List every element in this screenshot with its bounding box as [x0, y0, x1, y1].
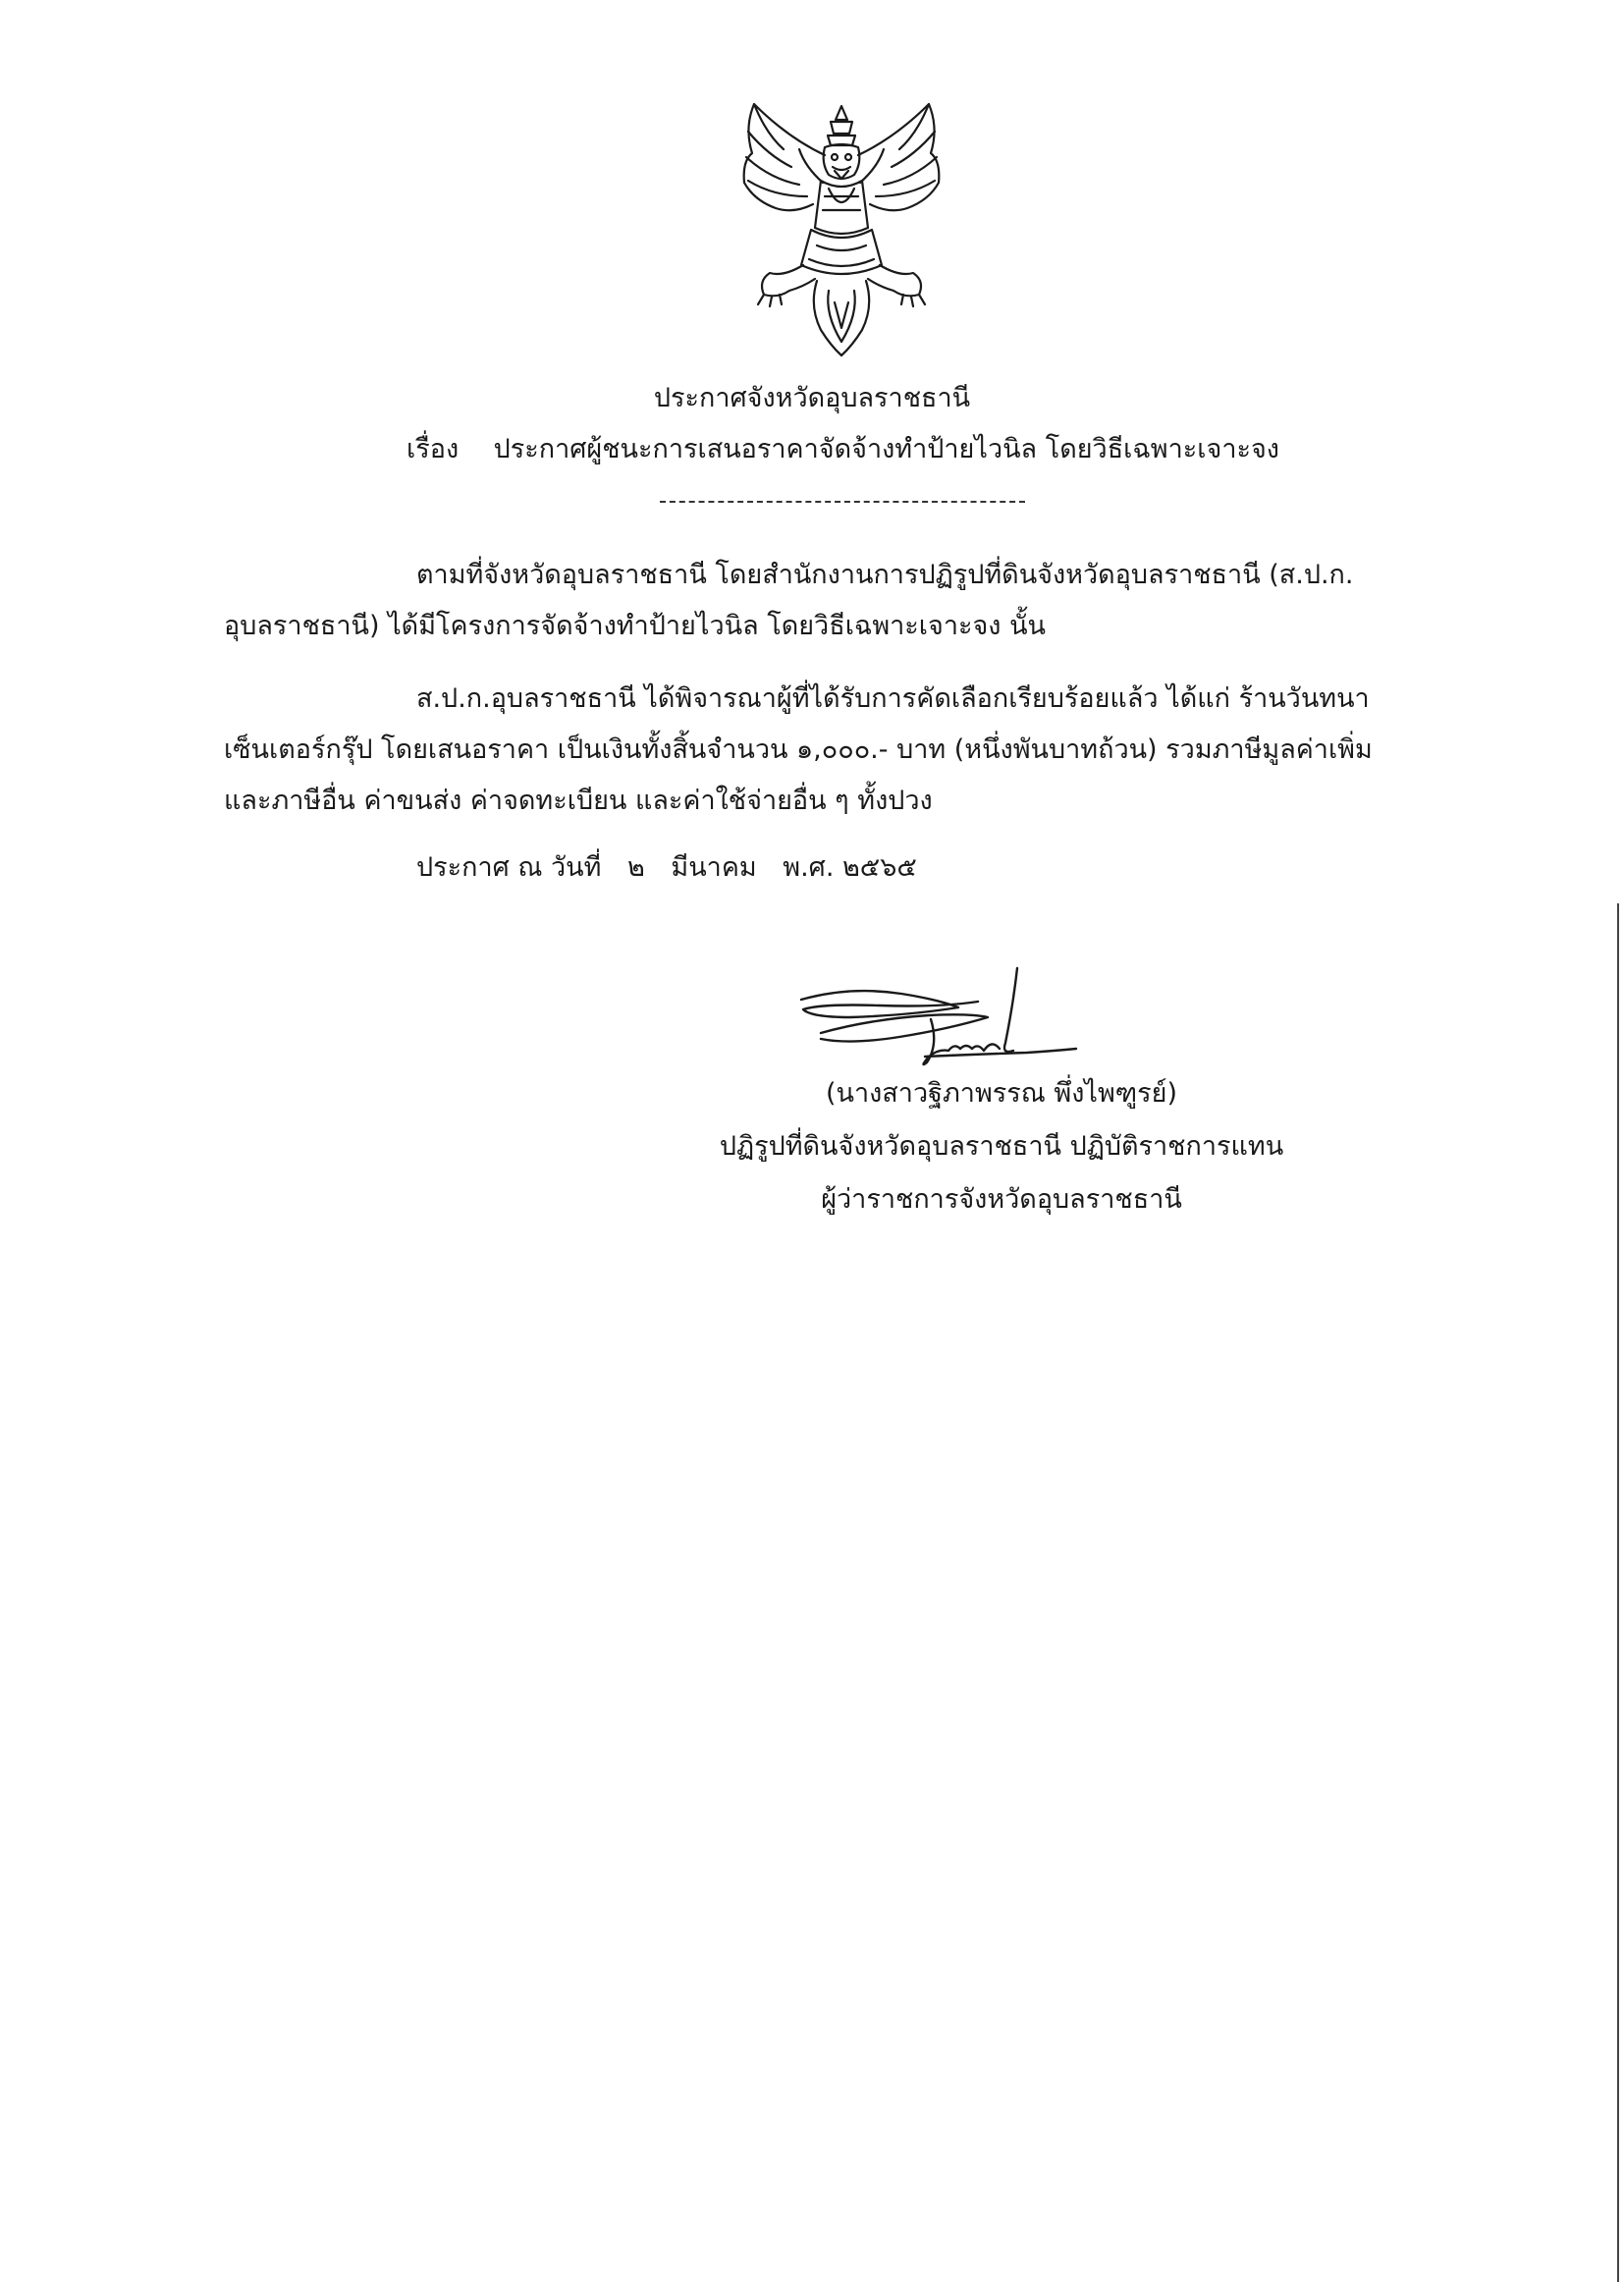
paragraph-line: และภาษีอื่น ค่าขนส่ง ค่าจดทะเบียน และค่าใช้จ่ายอื่น ๆ ทั้งปวง [224, 786, 933, 816]
subject-text: ประกาศผู้ชนะการเสนอราคาจัดจ้างทำป้ายไวนิล โดยวิธีเฉพาะเจาะจง [493, 434, 1279, 464]
divider [660, 501, 1025, 503]
announcement-title: ประกาศจังหวัดอุบลราชธานี [653, 383, 971, 413]
signatory-position: ปฏิรูปที่ดินจังหวัดอุบลราชธานี ปฏิบัติราชการแทน [719, 1131, 1284, 1162]
date-prefix: ประกาศ ณ วันที่ [416, 852, 602, 883]
signatory-name: (นางสาวฐิภาพรรณ พึ่งไพฑูรย์) [825, 1078, 1178, 1109]
paragraph-line: เซ็นเตอร์กรุ๊ป โดยเสนอราคา เป็นเงินทั้งสิ้นจำนวน ๑,๐๐๐.- บาท (หนึ่งพันบาทถ้วน) รวมภาษีมูลค่าเพิ่ม [224, 734, 1373, 765]
paragraph-line: ส.ป.ก.อุบลราชธานี ได้พิจารณาผู้ที่ได้รับการคัดเลือกเรียบร้อยแล้ว ได้แก่ ร้านวันทนา [416, 683, 1370, 714]
subject-label: เรื่อง [406, 434, 460, 464]
garuda-emblem-icon [719, 98, 964, 363]
paragraph-line: อุบลราชธานี) ได้มีโครงการจัดจ้างทำป้ายไวนิล โดยวิธีเฉพาะเจาะจง นั้น [224, 611, 1046, 641]
paragraph-winner [224, 674, 1461, 827]
date-month: มีนาคม [671, 852, 757, 883]
announcement-date [416, 850, 935, 886]
signature-image [791, 960, 1086, 1070]
date-day: ๒ [627, 852, 645, 883]
signatory-acting-for: ผู้ว่าราชการจังหวัดอุบลราชธานี [821, 1184, 1182, 1215]
paragraph-line: ตามที่จังหวัดอุบลราชธานี โดยสำนักงานการปฏิรูปที่ดินจังหวัดอุบลราชธานี (ส.ป.ก. [416, 560, 1354, 590]
subject-line [406, 432, 1279, 467]
paragraph-project [224, 550, 1461, 652]
scan-edge-line [1617, 903, 1619, 2282]
date-year: พ.ศ. ๒๕๖๕ [783, 852, 917, 883]
